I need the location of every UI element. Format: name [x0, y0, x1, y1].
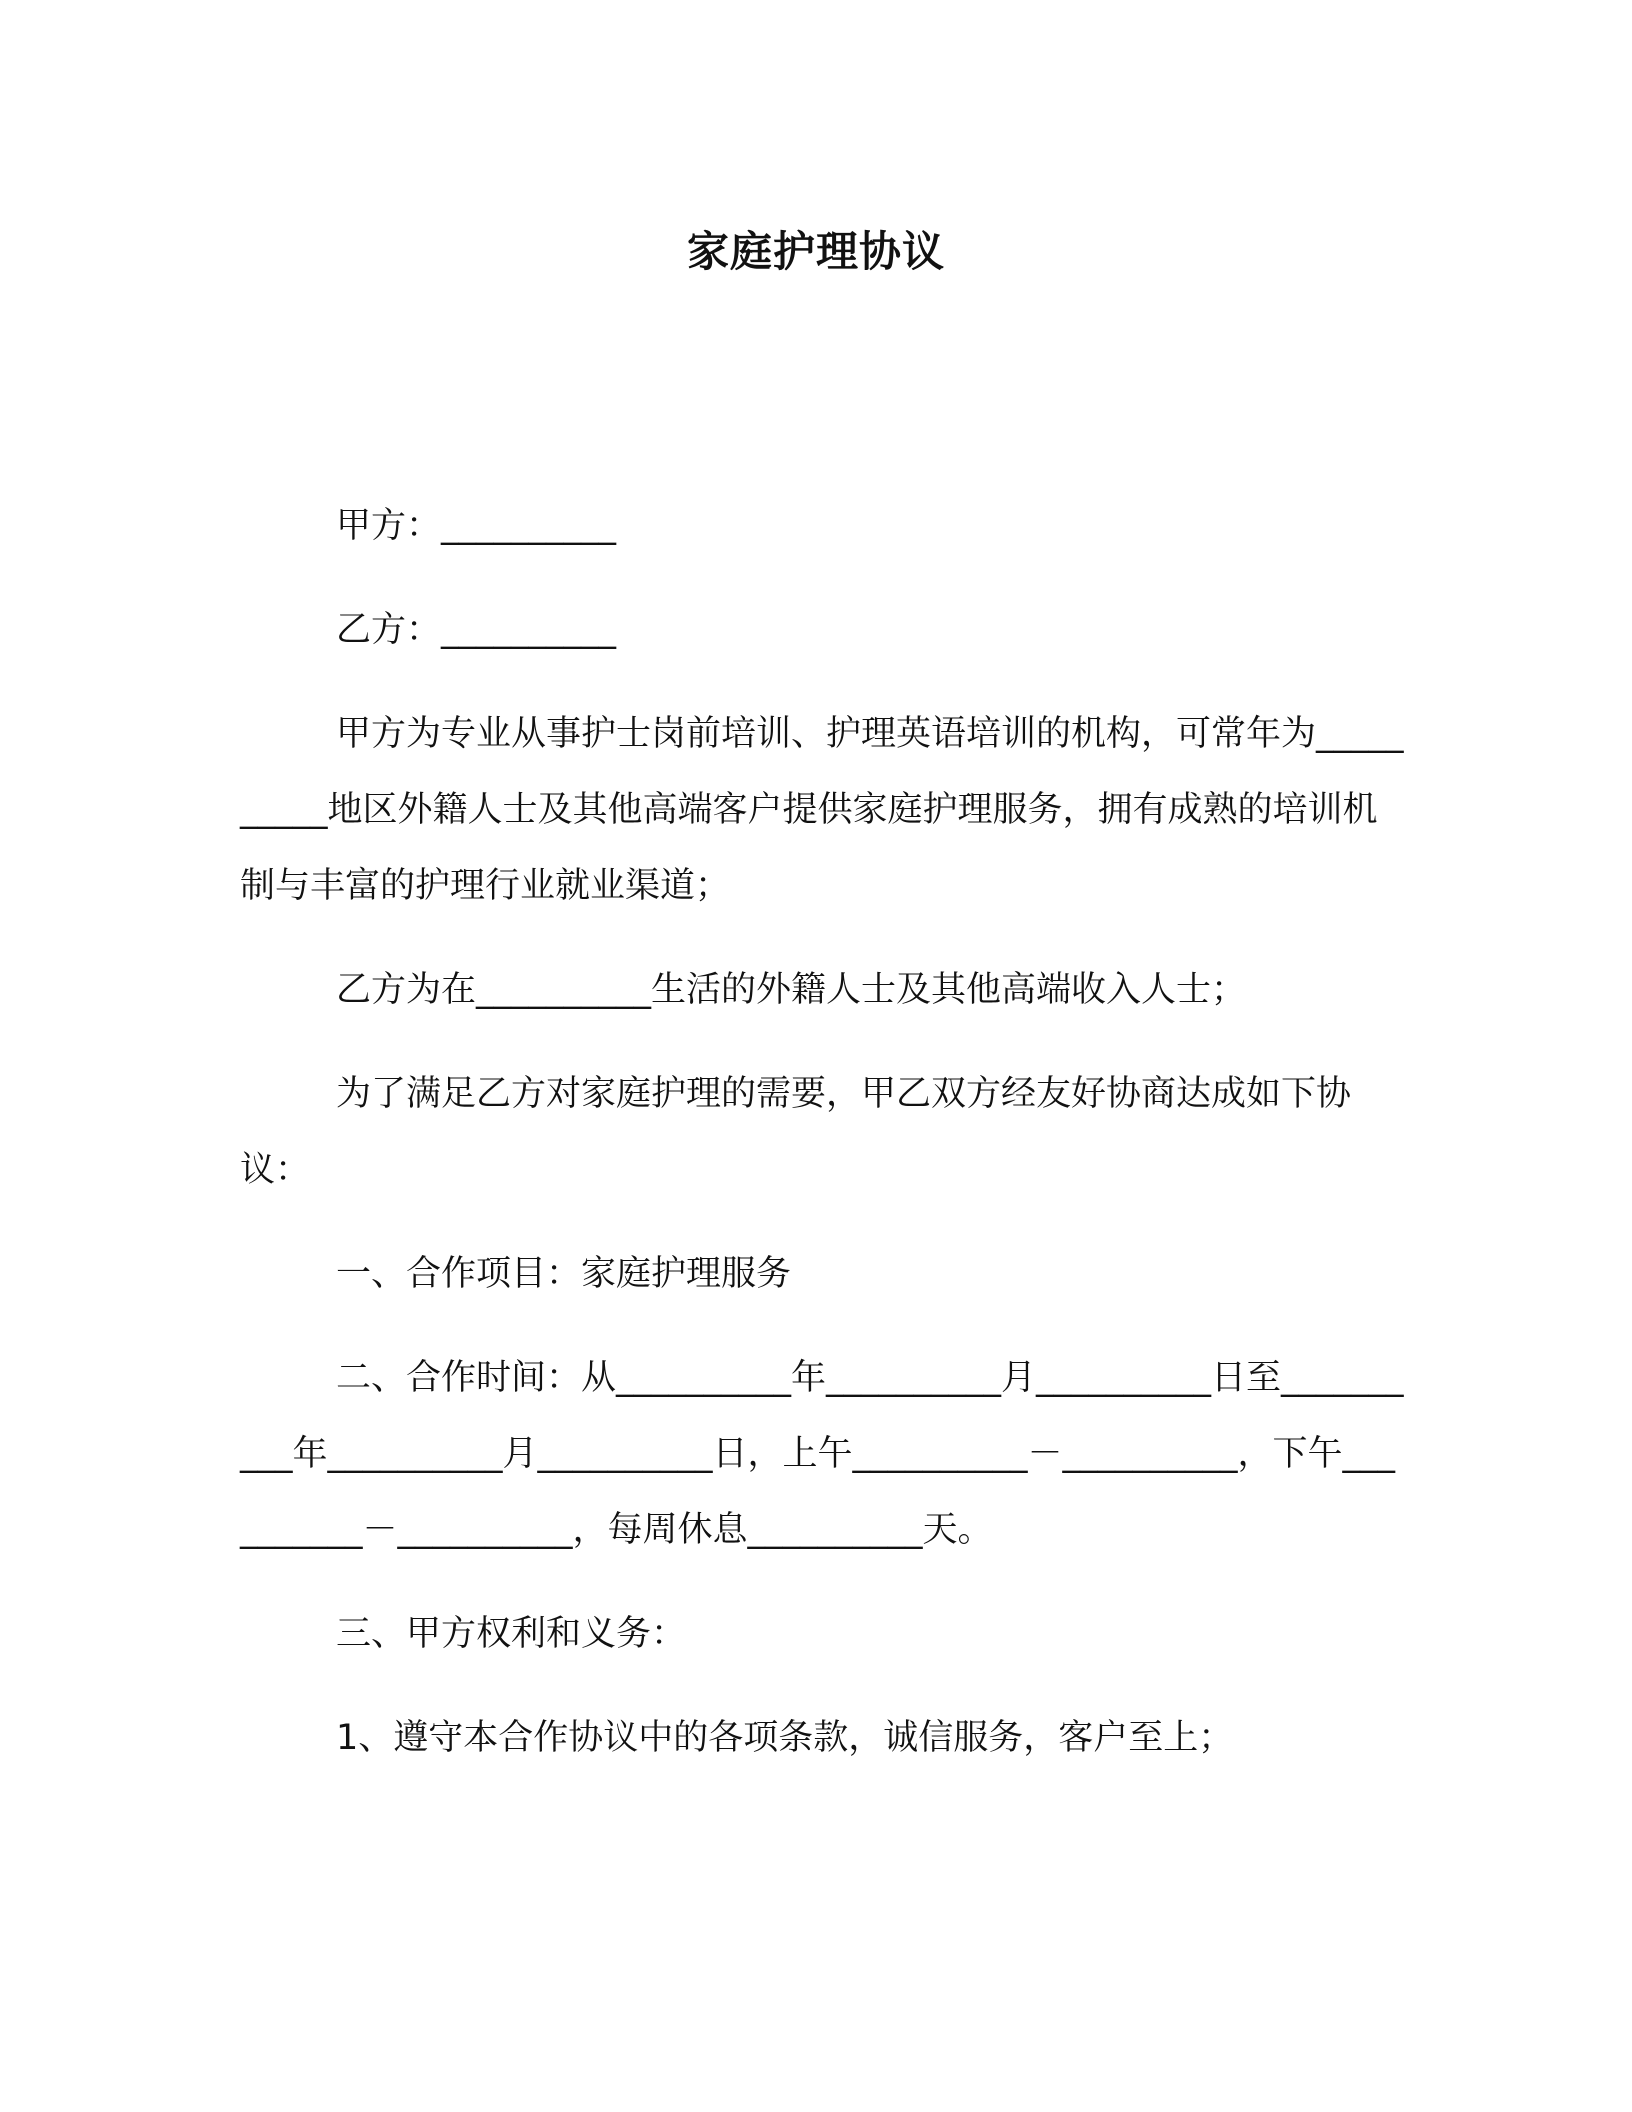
clause-cooperation-time: 二、合作时间：从__________年__________月__________日至__________年__________月__________日，上午__________－__________，下午__________－__________，每周休息__________天。: [240, 1358, 1404, 1550]
clause-cooperation-project: 一、合作项目：家庭护理服务: [336, 1254, 792, 1294]
party-a-line: 甲方：__________: [336, 506, 617, 546]
party-b-description: 乙方为在__________生活的外籍人士及其他高端收入人士；: [336, 970, 1247, 1010]
clause-party-a-rights: 三、甲方权利和义务：: [336, 1614, 687, 1654]
party-a-description: 甲方为专业从事护士岗前培训、护理英语培训的机构，可常年为__________地区外籍人士及其他高端客户提供家庭护理服务，拥有成熟的培训机制与丰富的护理行业就业渠道；: [240, 714, 1404, 906]
clause-item-1: 1、遵守本合作协议中的各项条款，诚信服务，客户至上；: [336, 1718, 1234, 1758]
purpose-paragraph: 为了满足乙方对家庭护理的需要，甲乙双方经友好协商达成如下协议：: [240, 1074, 1352, 1190]
party-b-line: 乙方：__________: [336, 610, 617, 650]
document-body: [240, 488, 1410, 1776]
document-title: 家庭护理协议: [686, 227, 945, 276]
